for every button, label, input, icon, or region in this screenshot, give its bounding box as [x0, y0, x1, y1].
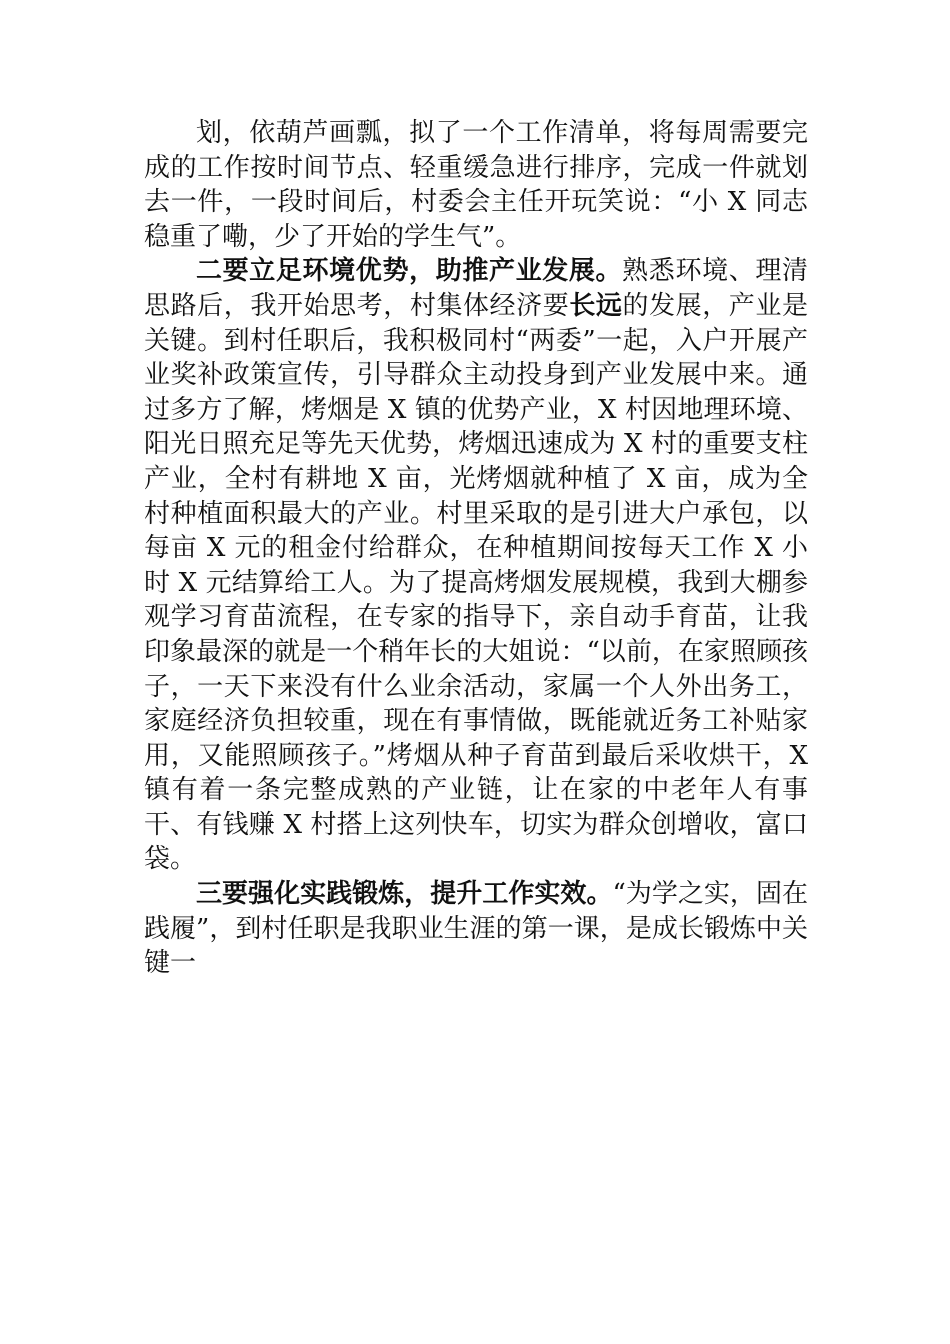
paragraph-3-text: “为学之实，固在践履”，到村任职是我职业生涯的第一课，是成长锻炼中关键一 — [144, 879, 808, 979]
paragraph-2-text-a: 熟悉环境、理清思路后，我开始思考，村集体经济要 — [144, 256, 808, 321]
paragraph-3 — [144, 877, 808, 981]
paragraph-3-heading: 三要强化实践锻炼，提升工作实效。 — [196, 879, 613, 910]
paragraph-2-heading: 二要立足环境优势，助推产业发展。 — [196, 256, 623, 287]
paragraph-2 — [144, 254, 808, 877]
paragraph-2-emphasis: 长远 — [569, 290, 623, 321]
body-text — [144, 116, 808, 981]
paragraph-2-text-b: 的发展，产业是关键。到村任职后，我积极同村“两委”一起，入户开展产业奖补政策宣传，引导群众主动投身到产业发展中来。通过多方了解，烤烟是 X 镇的优势产业，X 村因地理环境、阳光日照充足等先天优势，烤烟迅速成为 X 村的重要支柱产业，全村有耕地 X 亩，光烤烟就种植了 X 亩，成为全村种植面积最大的产业。村里采取的是引进大户承包，以每亩 X 元的租金付给群众，在种植期间按每天工作 X 小时 X 元结算给工人。为了提高烤烟发展规模，我到大棚参观学习育苗流程，在专家的指导下，亲自动手育苗，让我印象最深的就是一个稍年长的大姐说：“以前，在家照顾孩子，一天下来没有什么业余活动，家属一个人外出务工，家庭经济负担较重，现在有事情做，既能就近务工补贴家用，又能照顾孩子。”烤烟从种子育苗到最后采收烘干，X 镇有着一条完整成熟的产业链，让在家的中老年人有事干、有钱赚 X 村搭上这列快车，切实为群众创增收，富口袋。 — [144, 290, 808, 875]
paragraph-1 — [144, 116, 808, 254]
paragraph-1-text: 划，依葫芦画瓢，拟了一个工作清单，将每周需要完成的工作按时间节点、轻重缓急进行排序，完成一件就划去一件，一段时间后，村委会主任开玩笑说：“小 X 同志稳重了嘞，少了开始的学生气”。 — [144, 118, 808, 252]
